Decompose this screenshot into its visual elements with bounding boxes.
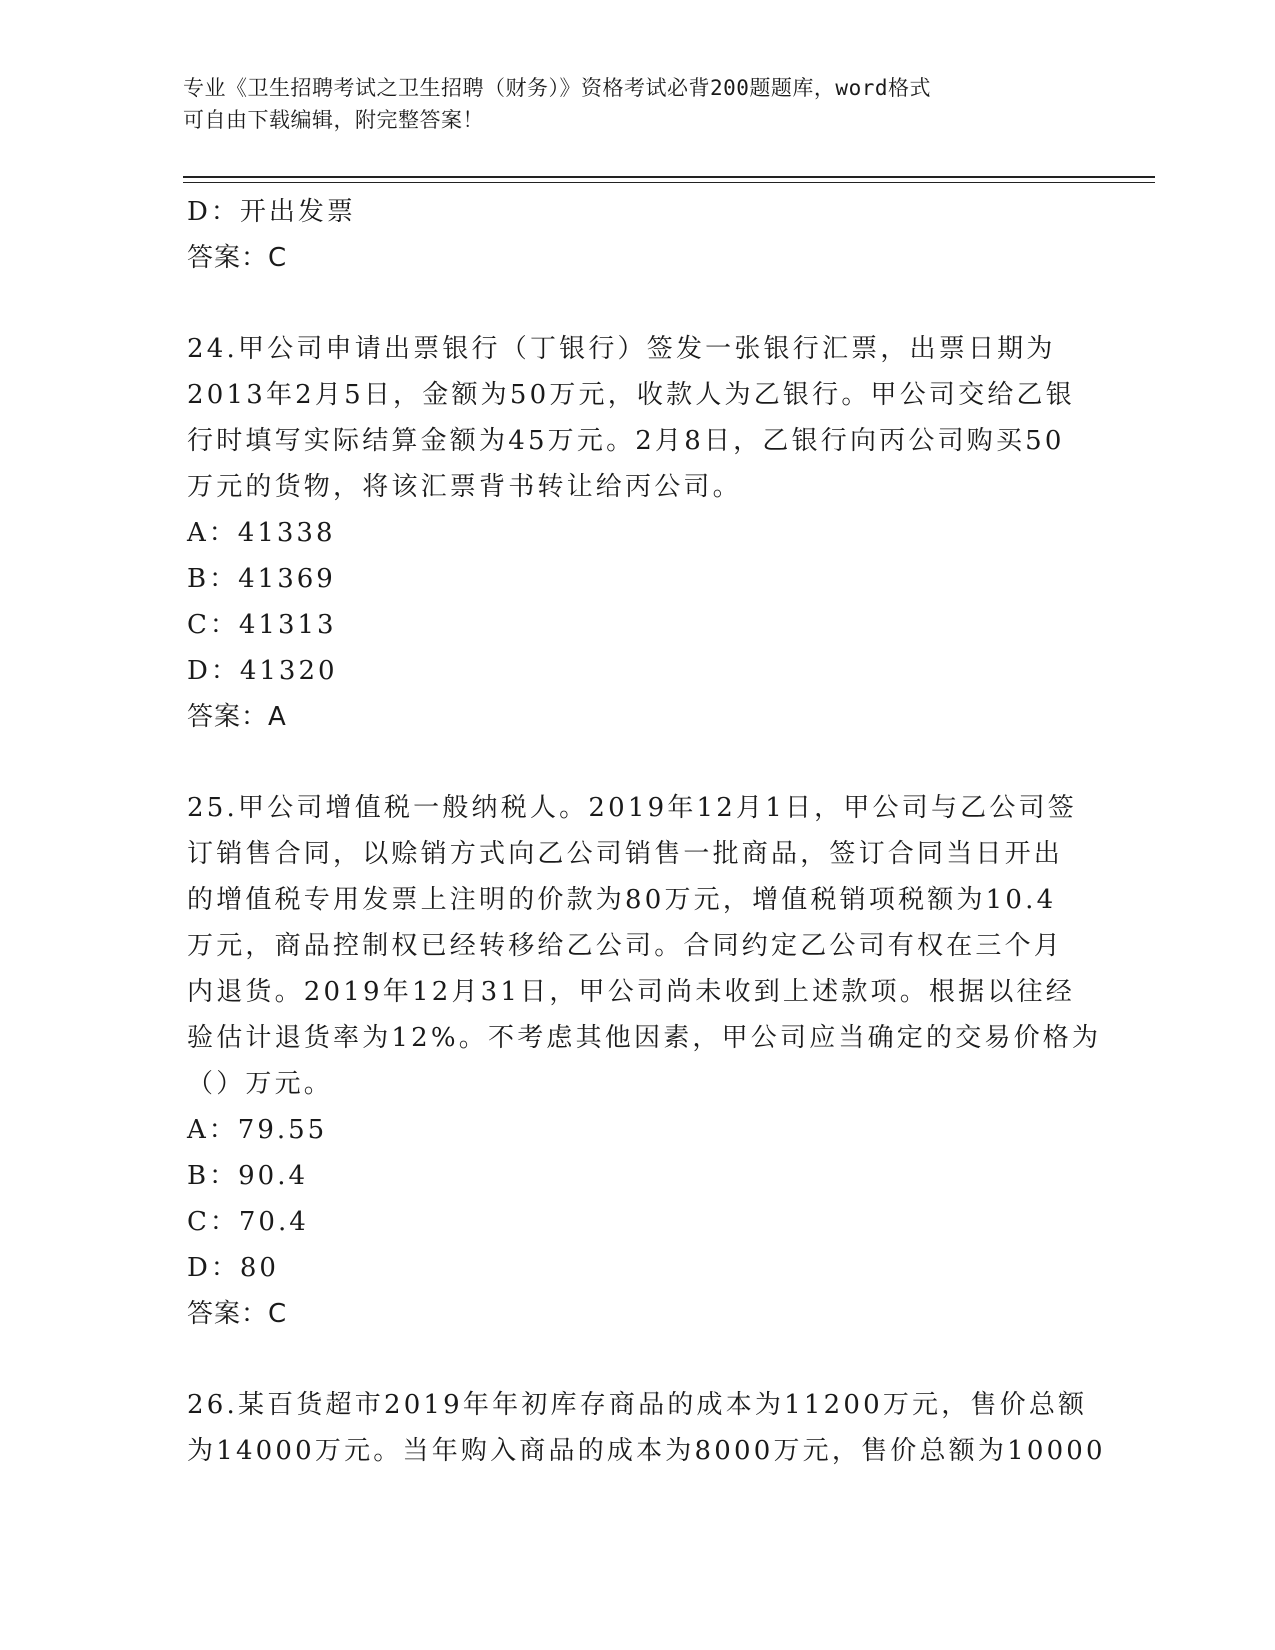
q25-stem-line: 订销售合同，以赊销方式向乙公司销售一批商品，签订合同当日开出 xyxy=(187,839,1064,869)
q25-option-a: A：79.55 xyxy=(187,1115,328,1145)
q25-option-c: C：70.4 xyxy=(187,1207,309,1237)
q26-stem-line: 为14000万元。当年购入商品的成本为8000万元，售价总额为10000 xyxy=(187,1436,1106,1466)
q24-option-b: B：41369 xyxy=(187,564,336,594)
q25-answer: 答案：C xyxy=(187,1299,288,1329)
q24-stem-line: 行时填写实际结算金额为45万元。2月8日，乙银行向丙公司购买50 xyxy=(187,426,1065,456)
q25-stem-line: 万元，商品控制权已经转移给乙公司。合同约定乙公司有权在三个月 xyxy=(187,931,1064,961)
question-24 xyxy=(187,326,1087,740)
page-header xyxy=(183,72,1063,136)
header-divider-thick xyxy=(183,176,1155,178)
question-25 xyxy=(187,785,1102,1337)
q25-option-d: D：80 xyxy=(187,1253,279,1283)
question-content xyxy=(187,189,1106,1474)
spacer xyxy=(187,1337,1087,1382)
q24-stem xyxy=(187,326,1087,510)
q24-option-d: D：41320 xyxy=(187,656,338,686)
question-23-tail xyxy=(187,189,1087,281)
q26-stem-line: 26.某百货超市2019年年初库存商品的成本为11200万元，售价总额 xyxy=(187,1390,1088,1420)
q25-stem-line: 内退货。2019年12月31日，甲公司尚未收到上述款项。根据以往经 xyxy=(187,977,1075,1007)
q24-option-c: C：41313 xyxy=(187,610,337,640)
header-title-line-1: 专业《卫生招聘考试之卫生招聘（财务）》资格考试必背200题题库，word格式 xyxy=(183,76,931,100)
q25-stem-line: 验估计退货率为12%。不考虑其他因素，甲公司应当确定的交易价格为 xyxy=(187,1023,1102,1053)
q23-answer: 答案：C xyxy=(187,243,288,273)
q25-stem-line: （）万元。 xyxy=(187,1069,334,1099)
q25-stem-line: 25.甲公司增值税一般纳税人。2019年12月1日，甲公司与乙公司签 xyxy=(187,793,1077,823)
q25-stem-line: 的增值税专用发票上注明的价款为80万元，增值税销项税额为10.4 xyxy=(187,885,1057,915)
q23-option-d: D：开出发票 xyxy=(187,197,356,227)
q26-stem xyxy=(187,1382,1106,1474)
q24-stem-line: 2013年2月5日，金额为50万元，收款人为乙银行。甲公司交给乙银 xyxy=(187,380,1075,410)
header-divider-thin xyxy=(183,182,1155,183)
q24-option-a: A：41338 xyxy=(187,518,336,548)
q25-stem xyxy=(187,785,1102,1107)
q24-stem-line: 万元的货物，将该汇票背书转让给丙公司。 xyxy=(187,472,742,502)
q24-answer: 答案：A xyxy=(187,702,287,732)
spacer xyxy=(187,281,1087,326)
q25-option-b: B：90.4 xyxy=(187,1161,308,1191)
q24-stem-line: 24.甲公司申请出票银行（丁银行）签发一张银行汇票，出票日期为 xyxy=(187,334,1056,364)
question-26 xyxy=(187,1382,1106,1474)
header-title-line-2: 可自由下载编辑，附完整答案！ xyxy=(183,108,484,132)
spacer xyxy=(187,740,1087,785)
